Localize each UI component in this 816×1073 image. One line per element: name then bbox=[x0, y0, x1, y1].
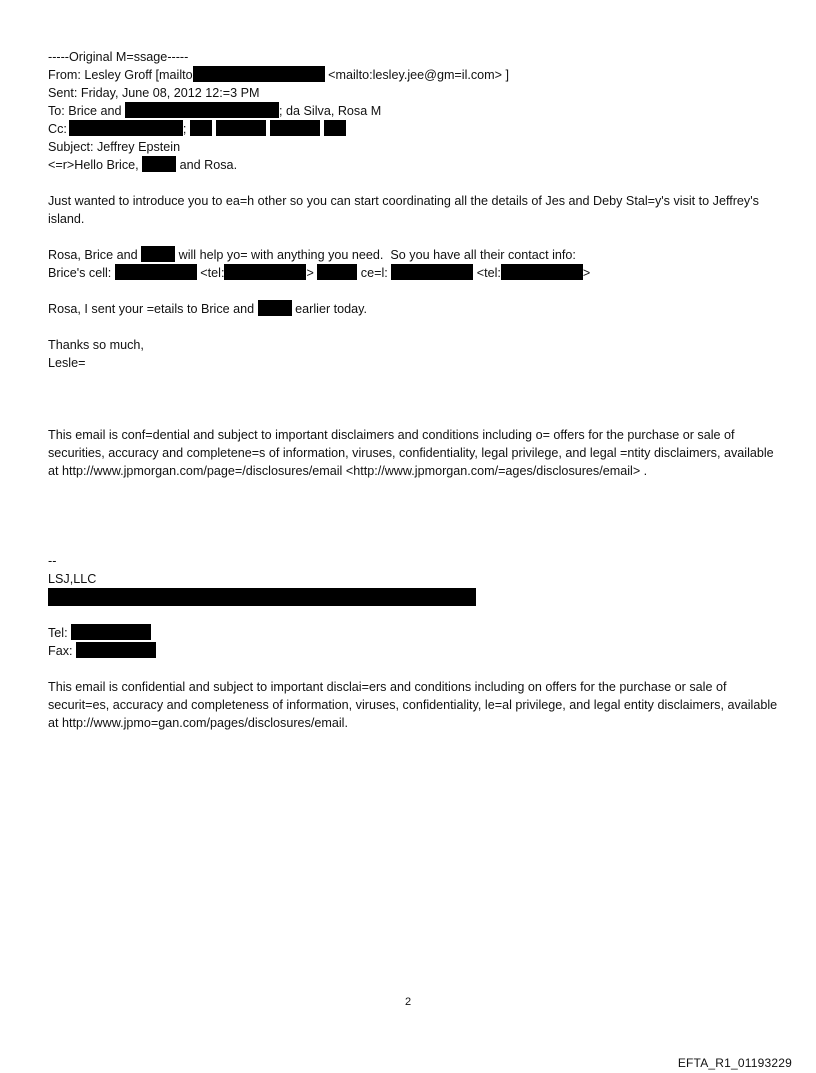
redaction-box bbox=[391, 264, 473, 280]
subject-line: Subject: Jeffrey Epstein bbox=[48, 140, 181, 154]
greeting-line bbox=[48, 156, 778, 174]
disclaimer-paragraph-2: This email is confidential and subject to important disclai=ers and conditions including on offers for the purchase or sale of securit=es, accuracy and completeness of information, viruses, confidentiality, le=al privilege, and legal entity disclaimers, available at http://www.jpmo=gan.com/pages/disclosures/email. bbox=[48, 680, 778, 730]
tel2-open: <tel: bbox=[473, 266, 501, 280]
to-label: To: Brice and bbox=[48, 104, 122, 118]
page-number: 2 bbox=[404, 996, 412, 1008]
signature-dashes: -- bbox=[48, 554, 57, 568]
redaction-box bbox=[324, 120, 346, 136]
redaction-box bbox=[216, 120, 266, 136]
redaction-box bbox=[48, 588, 476, 606]
details-start: Rosa, I sent your =etails to Brice and bbox=[48, 302, 255, 316]
from-line bbox=[48, 66, 778, 84]
cell2-label: ce=l: bbox=[357, 266, 388, 280]
redaction-box bbox=[71, 624, 151, 640]
details-line bbox=[48, 300, 778, 318]
redaction-box bbox=[258, 300, 292, 316]
redaction-box bbox=[76, 642, 156, 658]
redaction-box bbox=[115, 264, 197, 280]
greeting-start: <=r>Hello Brice, bbox=[48, 158, 139, 172]
thanks-line: Thanks so much, bbox=[48, 338, 144, 352]
tel-label: Tel: bbox=[48, 626, 68, 640]
fax-label: Fax: bbox=[48, 644, 73, 658]
redaction-box bbox=[224, 264, 306, 280]
cc-line bbox=[48, 120, 778, 138]
details-end: earlier today. bbox=[291, 302, 368, 316]
greeting-end: and Rosa. bbox=[176, 158, 238, 172]
tel-open: <tel: bbox=[196, 266, 225, 280]
disclaimer-paragraph: This email is conf=dential and subject to important disclaimers and conditions including o= offers for the purchase or sale of securities, accuracy and completene=s of information, viruses, confidentiality, legal privilege, and legal =ntity disclaimers, available at http://www.jpmorgan.com/page=/disclosures/email <http://www.jpmorgan.com/=ages/disclosures/email> . bbox=[48, 428, 774, 478]
tel-close: > bbox=[306, 266, 314, 280]
document-id: EFTA_R1_01193229 bbox=[677, 1056, 792, 1070]
fax-line bbox=[48, 642, 778, 660]
body-paragraph-contact bbox=[48, 246, 778, 264]
tel-line bbox=[48, 624, 778, 642]
redaction-box bbox=[69, 120, 183, 136]
contact-start: Rosa, Brice and bbox=[48, 248, 138, 262]
cell-line bbox=[48, 264, 778, 282]
redaction-box bbox=[141, 246, 175, 262]
to-rest: ; da Silva, Rosa M bbox=[279, 104, 382, 118]
original-message-header: -----Original M=ssage----- bbox=[48, 50, 189, 64]
cc-label: Cc: bbox=[48, 122, 67, 136]
redaction-box bbox=[142, 156, 176, 172]
redaction-box bbox=[190, 120, 212, 136]
from-mailto: <mailto:lesley.jee@gm=il.com> ] bbox=[324, 68, 510, 82]
to-line bbox=[48, 102, 778, 120]
redaction-box bbox=[193, 66, 325, 82]
redaction-box bbox=[501, 264, 583, 280]
cc-separator: ; bbox=[182, 122, 187, 136]
cell-label: Brice's cell: bbox=[48, 266, 112, 280]
redaction-box bbox=[270, 120, 320, 136]
tel2-close: > bbox=[582, 266, 591, 280]
contact-end: will help yo= with anything you need. So you have all their contact info: bbox=[175, 248, 576, 262]
company-name: LSJ,LLC bbox=[48, 572, 97, 586]
email-document bbox=[48, 48, 778, 732]
sent-line: Sent: Friday, June 08, 2012 12:=3 PM bbox=[48, 86, 260, 100]
body-paragraph-intro: Just wanted to introduce you to ea=h other so you can start coordinating all the details of Jes and Deby Stal=y's visit to Jeffrey's island. bbox=[48, 194, 759, 226]
redaction-box bbox=[317, 264, 357, 280]
from-label: From: Lesley Groff [mailto bbox=[48, 68, 193, 82]
redaction-box bbox=[125, 102, 279, 118]
signoff-line: Lesle= bbox=[48, 356, 86, 370]
